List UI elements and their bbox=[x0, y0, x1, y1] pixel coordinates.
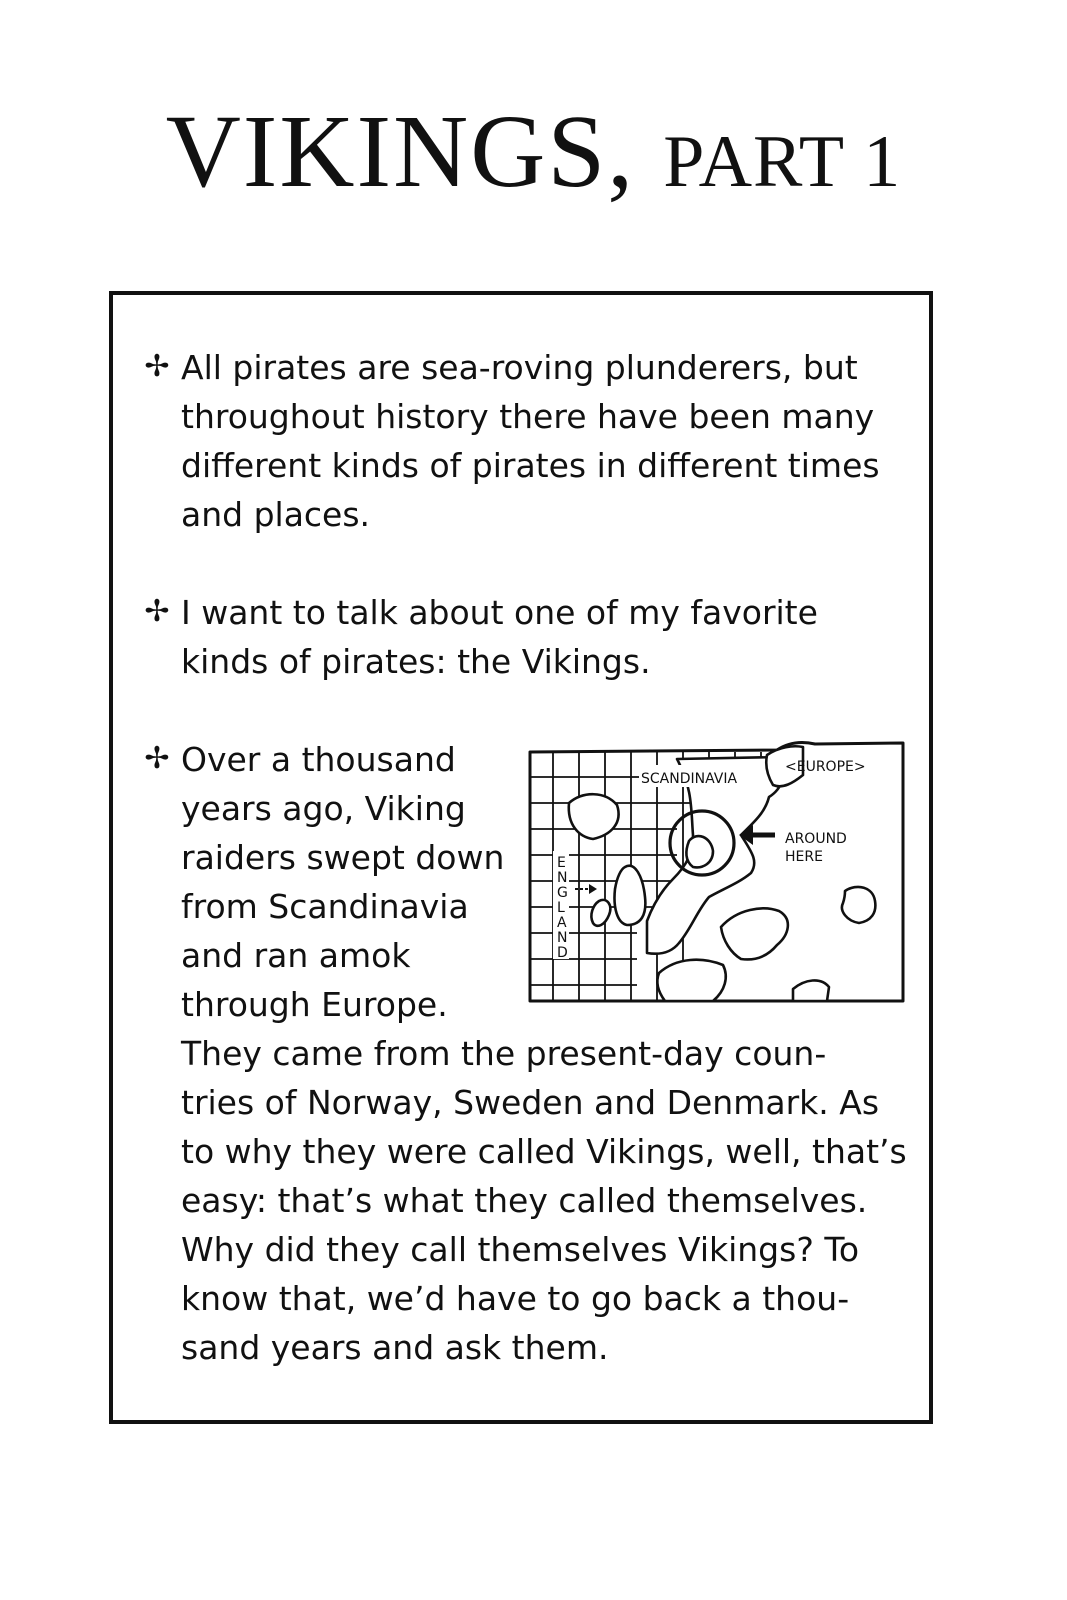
text-line: tries of Norway, Sweden and Denmark. As bbox=[181, 1083, 880, 1122]
text-line: sand years and ask them. bbox=[181, 1328, 609, 1367]
text-line: to why they were called Vikings, well, that’s bbox=[181, 1132, 907, 1171]
fleur-bullet-icon: ✢ bbox=[144, 741, 170, 776]
text-line: and places. bbox=[181, 495, 371, 534]
viking-map bbox=[527, 739, 907, 1005]
text-line: through Europe. bbox=[181, 985, 448, 1024]
svg-text:E: E bbox=[557, 855, 566, 871]
svg-text:A: A bbox=[557, 915, 567, 931]
text-line: kinds of pirates: the Vikings. bbox=[181, 642, 651, 681]
text-line: and ran amok bbox=[181, 936, 411, 975]
text-line: Over a thousand bbox=[181, 740, 456, 779]
bullet-text bbox=[181, 588, 897, 686]
svg-text:L: L bbox=[557, 900, 565, 916]
title-sub: PART 1 bbox=[663, 121, 902, 203]
text-line: They came from the present-day coun- bbox=[181, 1034, 827, 1073]
text-line: know that, we’d have to go back a thou- bbox=[181, 1279, 850, 1318]
svg-text:D: D bbox=[557, 945, 568, 961]
text-line: All pirates are sea-roving plunderers, but bbox=[181, 348, 858, 387]
text-line: throughout history there have been many bbox=[181, 397, 875, 436]
svg-text:N: N bbox=[557, 870, 568, 886]
content-frame bbox=[109, 291, 933, 1424]
map-label-scandinavia: SCANDINAVIA bbox=[641, 771, 738, 787]
map-label-england bbox=[553, 851, 569, 961]
map-drawing bbox=[527, 739, 907, 1005]
map-label-around: AROUND bbox=[785, 831, 847, 847]
bullet-text bbox=[181, 343, 897, 539]
fleur-bullet-icon: ✢ bbox=[144, 594, 170, 629]
bullet-item bbox=[137, 343, 897, 539]
text-line: Why did they call themselves Vikings? To bbox=[181, 1230, 860, 1269]
text-line: different kinds of pirates in different times bbox=[181, 446, 880, 485]
page-title bbox=[0, 94, 1067, 209]
map-label-europe: <EUROPE> bbox=[785, 759, 866, 775]
text-line: easy: that’s what they called themselves. bbox=[181, 1181, 868, 1220]
svg-text:G: G bbox=[557, 885, 568, 901]
title-main: VIKINGS, bbox=[165, 94, 636, 209]
text-line: I want to talk about one of my favorite bbox=[181, 593, 818, 632]
map-label-here: HERE bbox=[785, 849, 823, 865]
fleur-bullet-icon: ✢ bbox=[144, 349, 170, 384]
text-line: raiders swept down bbox=[181, 838, 505, 877]
text-line: from Scandinavia bbox=[181, 887, 469, 926]
text-line: years ago, Viking bbox=[181, 789, 466, 828]
bullet-item bbox=[137, 588, 897, 686]
svg-text:N: N bbox=[557, 930, 568, 946]
